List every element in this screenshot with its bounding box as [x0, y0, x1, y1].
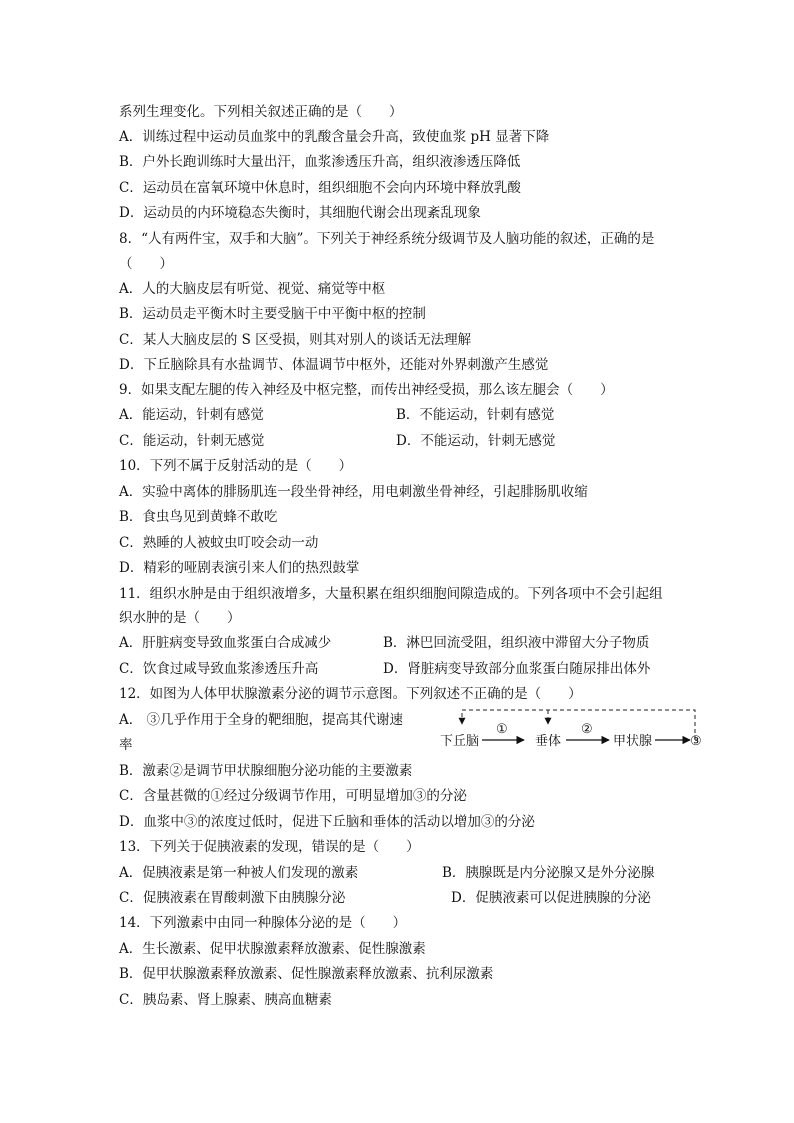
q10-option-b: B．食虫鸟见到黄蜂不敢吃	[119, 509, 278, 525]
q14-option-a: A．生长激素、促甲状腺激素释放激素、促性腺激素	[119, 941, 426, 957]
question-12-stem: 12．如图为人体甲状腺激素分泌的调节示意图。下列叙述不正确的是（ ）	[119, 686, 582, 702]
node-hypothalamus: 下丘脑	[440, 734, 480, 749]
q12-option-b: B．激素②是调节甲状腺细胞分泌功能的主要激素	[119, 763, 413, 779]
q12-option-a-cont: 率	[119, 737, 133, 753]
q12-option-c: C．含量甚微的①经过分级调节作用，可明显增加③的分泌	[119, 788, 467, 804]
q10-option-d: D．精彩的哑剧表演引来人们的热烈鼓掌	[119, 560, 360, 576]
q9-option-d: D．不能运动，针刺无感觉	[396, 433, 556, 449]
label-hormone-1: ①	[496, 722, 508, 737]
node-pituitary: 垂体	[535, 734, 562, 749]
q8-option-d: D．下丘脑除具有水盐调节、体温调节中枢外，还能对外界刺激产生感觉	[119, 357, 549, 373]
question-13-stem: 13．下列关于促胰液素的发现，错误的是（ ）	[119, 839, 420, 855]
q8-option-c: C．某人大脑皮层的 S 区受损，则其对别人的谈话无法理解	[119, 332, 472, 348]
q9-option-b: B．不能运动，针刺有感觉	[396, 407, 555, 423]
q9-option-a: A．能运动，针刺有感觉	[119, 407, 264, 423]
q7-option-b: B．户外长跑训练时大量出汗，血浆渗透压升高，组织液渗透压降低	[119, 154, 521, 170]
label-hormone-3: ③	[690, 734, 702, 749]
q14-option-c: C．胰岛素、肾上腺素、胰高血糖素	[119, 992, 332, 1008]
q11-option-d: D．肾脏病变导致部分血浆蛋白随尿排出体外	[383, 661, 651, 677]
question-11-stem: 11．组织水肿是由于组织液增多，大量积累在组织细胞间隙造成的。下列各项中不会引起组	[119, 586, 663, 602]
node-thyroid: 甲状腺	[613, 734, 653, 749]
q14-option-b: B．促甲状腺激素释放激素、促性腺激素释放激素、抗利尿激素	[119, 966, 494, 982]
thyroid-regulation-diagram	[438, 700, 708, 760]
question-8-stem: 8．“人有两件宝，双手和大脑”。下列关于神经系统分级调节及人脑功能的叙述，正确的是	[119, 231, 655, 247]
q11-option-c: C．饮食过咸导致血浆渗透压升高	[119, 661, 319, 677]
q10-option-a: A．实验中离体的腓肠肌连一段坐骨神经，用电刺激坐骨神经，引起腓肠肌收缩	[119, 484, 588, 500]
question-10-stem: 10．下列不属于反射活动的是（ ）	[119, 458, 353, 474]
question-9-stem: 9．如果支配左腿的传入神经及中枢完整，而传出神经受损，那么该左腿会（ ）	[119, 382, 614, 398]
q11-option-a: A．肝脏病变导致血浆蛋白合成减少	[119, 635, 332, 651]
q13-option-d: D．促胰液素可以促进胰腺的分泌	[451, 890, 651, 906]
q10-option-c: C．熟睡的人被蚊虫叮咬会动一动	[119, 535, 319, 551]
q13-option-a: A．促胰液素是第一种被人们发现的激素	[119, 865, 359, 881]
q9-option-c: C．能运动，针刺无感觉	[119, 433, 265, 449]
q12-option-a: A． ③几乎作用于全身的靶细胞，提高其代谢速	[119, 712, 404, 728]
question-14-stem: 14．下列激素中由同一种腺体分泌的是（ ）	[119, 915, 407, 931]
q8-option-a: A．人的大脑皮层有听觉、视觉、痛觉等中枢	[119, 281, 386, 297]
q11-option-b: B．淋巴回流受阻，组织液中滞留大分子物质	[383, 635, 650, 651]
q13-option-c: C．促胰液素在胃酸刺激下由胰腺分泌	[119, 890, 346, 906]
q7-option-a: A．训练过程中运动员血浆中的乳酸含量会升高，致使血浆 pH 显著下降	[119, 129, 550, 145]
q13-option-b: B．胰腺既是内分泌腺又是外分泌腺	[442, 865, 655, 881]
question-11-stem-cont: 织水肿的是（ ）	[119, 610, 241, 626]
q7-option-d: D．运动员的内环境稳态失衡时，其细胞代谢会出现紊乱现象	[119, 205, 481, 221]
q8-option-b: B．运动员走平衡木时主要受脑干中平衡中枢的控制	[119, 306, 426, 322]
q7-option-c: C．运动员在富氧环境中休息时，组织细胞不会向内环境中释放乳酸	[119, 180, 521, 196]
question-7-stem-tail: 系列生理变化。下列相关叙述正确的是（ ）	[119, 104, 403, 120]
q12-option-d: D．血浆中③的浓度过低时，促进下丘脑和垂体的活动以增加③的分泌	[119, 814, 535, 830]
question-8-stem-cont: （ ）	[119, 256, 173, 272]
label-hormone-2: ②	[581, 722, 593, 737]
